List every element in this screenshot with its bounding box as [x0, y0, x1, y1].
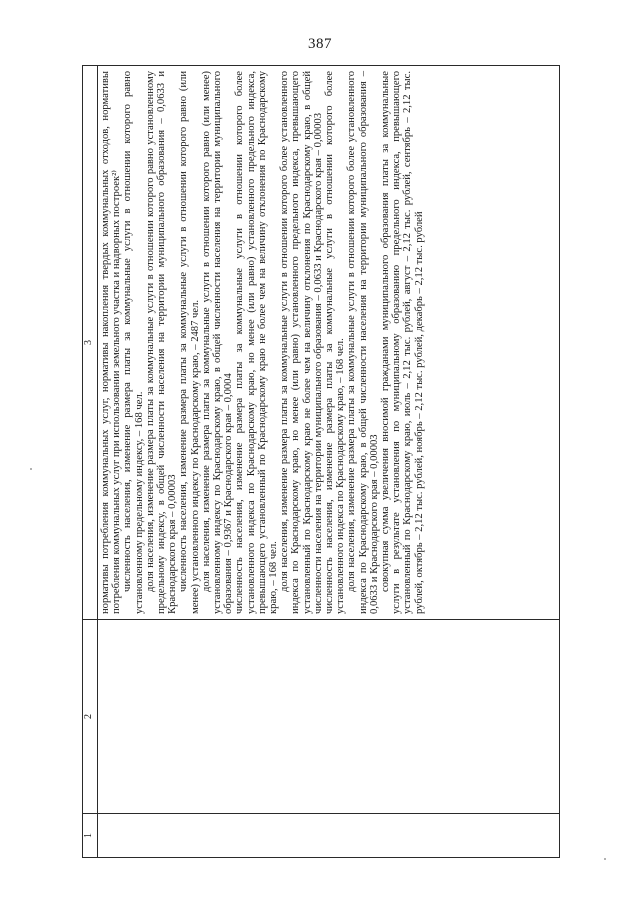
cell-column-3 — [98, 66, 560, 620]
cell-column-2 — [98, 620, 560, 814]
data-table — [82, 65, 560, 858]
paragraph-list — [100, 71, 425, 614]
scan-speck — [30, 468, 32, 470]
rotated-table-sheet — [82, 66, 560, 858]
paragraph: численность населения, изменение размера платы за коммунальные услуги в отношении которого равно установленному предельному индексу, – 168 чел. — [122, 71, 145, 614]
paragraph: доля населения, изменение размера платы за коммунальные услуги в отношении которого равно установленному предельному индексу, в общей численности населения на территории муниципального образования – 0,0633 и Краснодарского края – 0,00003 — [144, 71, 179, 614]
column-header-3: 3 — [83, 66, 98, 620]
paragraph: доля населения, изменение размера платы за коммунальные услуги в отношении которого более установленного индекса по Краснодарскому краю, в общей численности населения на территории муниципального образования – 0,0633 и Краснодарского края – 0,00003 — [346, 71, 380, 614]
paragraph: численность населения, изменение размера платы за коммунальные услуги в отношении которого более установленного индекса по Краснодарскому краю, но менее (или равно) установленного предельного индекса, превышающего установленный по Краснодарскому краю не более чем на величину отклонения по Краснодарскому краю, – 168 чел. — [234, 71, 280, 614]
table-row — [98, 66, 560, 858]
paragraph: доля населения, изменение размера платы за коммунальные услуги в отношении которого более установленного индекса по Краснодарскому краю, но менее (или равно) установленного предельного индекса, превышающего установленный по Краснодарскому краю не более чем на величину отклонения по Краснодарскому краю, в общей численности населения на территории муниципального образования – 0,0633 и Краснодарского края – 0,00003 — [279, 71, 324, 614]
column-header-2: 2 — [83, 620, 98, 814]
cell-column-1 — [98, 814, 560, 858]
paragraph: совокупная сумма увеличения вносимой гражданами муниципального образования платы за коммунальные услуги в результате установления по муниципальному образованию предельного индекса, превышающего установленный по Краснодарскому краю, июль – 2,12 тыс. рублей, август – 2,12 тыс. рублей, сентябрь – 2,12 тыс. рублей, октябрь – 2,12 тыс. рублей, ноябрь – 2,12 тыс. рублей, декабрь – 2,12 тыс. рублей — [380, 71, 425, 614]
page-number: 387 — [308, 36, 332, 52]
table-header-row — [83, 66, 98, 858]
paragraph: численность населения, изменение размера платы за коммунальные услуги в отношении которого равно (или менее) установленного индексу по Краснодарскому краю, – 2487 чел. — [178, 71, 201, 614]
column-header-1: 1 — [83, 814, 98, 858]
paragraph: нормативы потребления коммунальных услуг, нормативы накопления твердых коммунальных отходов, нормативы потребления коммунальных услуг при использовании земельного участка и надворных построек²⁾ — [100, 71, 123, 614]
paragraph: доля населения, изменение размера платы за коммунальные услуги в отношении которого равно (или менее) установленному индексу по Краснодарскому краю, в общей численности населения на территории муниципального образования – 0,9367 и Краснодарского края – 0,0004 — [200, 71, 235, 614]
paragraph: численность населения, изменение размера платы за коммунальные услуги в отношении которого более установленного индекса по Краснодарскому краю, – 168 чел. — [324, 71, 347, 614]
scan-speck — [604, 858, 606, 860]
